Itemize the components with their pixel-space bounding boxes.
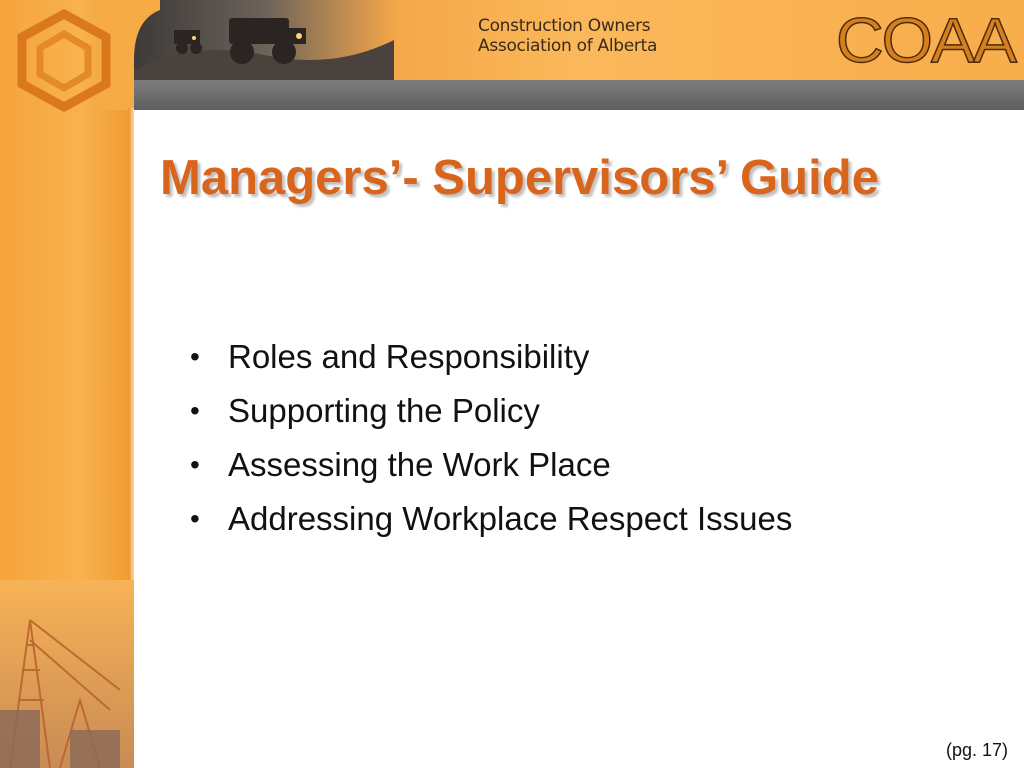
list-item — [190, 438, 792, 492]
org-name-line-2: Association of Alberta — [478, 36, 658, 56]
header-photo-haul-trucks — [134, 0, 394, 80]
bullet-text: Assessing the Work Place — [228, 446, 611, 483]
slide-title: Managers’- Supervisors’ Guide — [160, 151, 879, 205]
crane-photo — [0, 580, 134, 768]
hexagon-logo-icon — [14, 8, 114, 113]
list-item — [190, 330, 792, 384]
header-gray-bar — [134, 80, 1024, 110]
bullet-icon: • — [190, 395, 200, 426]
organization-name — [478, 16, 698, 56]
bullet-icon: • — [190, 341, 200, 372]
list-item — [190, 384, 792, 438]
bullet-icon: • — [190, 449, 200, 480]
page-reference: (pg. 17) — [945, 740, 1008, 760]
bullet-text: Addressing Workplace Respect Issues — [228, 500, 793, 537]
bullet-text: Supporting the Policy — [228, 392, 540, 429]
bullet-list — [190, 330, 792, 546]
bullet-text: Roles and Responsibility — [228, 338, 590, 375]
org-acronym-logo: COAA — [836, 4, 1016, 76]
org-name-line-1: Construction Owners — [478, 16, 651, 36]
list-item — [190, 492, 792, 546]
bullet-icon: • — [190, 503, 200, 534]
